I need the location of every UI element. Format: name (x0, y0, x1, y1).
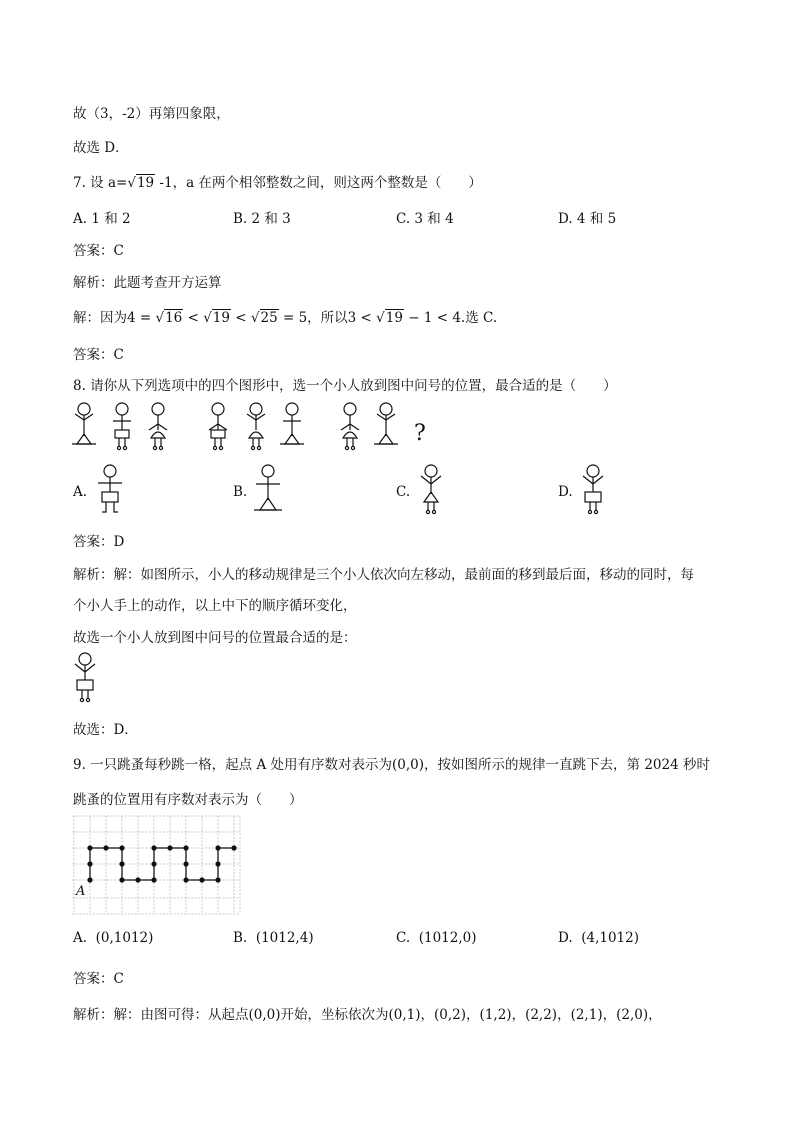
figure-7 (341, 403, 359, 450)
sol7-m1: 4 = (127, 310, 156, 326)
point-a-label: A (76, 884, 86, 899)
figure-2 (113, 403, 131, 450)
ana9-mid: 开始，坐标依次为 (280, 1007, 389, 1023)
q9-option-c (396, 930, 477, 946)
analysis-8-line-2: 个小人手上的动作，以上中下的顺序循环变化， (73, 598, 357, 614)
ana9-comma-1: ， (466, 1007, 480, 1023)
ana9-seq-3: (2,2) (525, 1007, 558, 1023)
ana9-seq-1: (0,2) (434, 1007, 467, 1023)
q7-text-b: -1，a 在两个相邻整数之间，则这两个整数是（ ） (155, 175, 482, 191)
q9-option-a (73, 930, 153, 946)
figure-6 (280, 403, 304, 444)
q9-opt-c-value: (1012,0) (418, 930, 477, 946)
sol7-pre: 解：因为 (73, 310, 127, 326)
ana9-seq-2: (1,2) (479, 1007, 512, 1023)
question-mark: ? (414, 421, 426, 446)
q9-option-d (558, 930, 639, 946)
q9-text-a: 9. 一只跳蚤每秒跳一格，起点 A 处用有序数对表示为 (73, 757, 393, 773)
question-9-line-1 (73, 753, 710, 773)
sol7-m2: 3 < (347, 310, 377, 326)
q9-opt-d-value: (4,1012) (581, 930, 640, 946)
q8-sequence-figure (70, 400, 470, 460)
question-9-line-2: 跳蚤的位置用有序数对表示为（ ） (73, 792, 303, 808)
ana9-comma-4: ， (602, 1007, 617, 1023)
q8-option-b-figure (253, 462, 293, 522)
question-7 (73, 171, 482, 191)
sol7-mid: ，所以 (307, 310, 348, 326)
q7-option-c: C. 3 和 4 (396, 211, 454, 227)
q8-option-d-figure (578, 462, 618, 522)
q9-opt-d-label: D. (558, 930, 573, 946)
figure-8 (374, 403, 398, 444)
q8-option-a: A. (73, 484, 88, 500)
question-8: 8. 请你从下列选项中的四个图形中，选一个小人放到图中问号的位置，最合适的是（ ） (73, 378, 617, 394)
sol7-r19b: 19 (385, 310, 403, 326)
q7-option-a: A. 1 和 2 (73, 211, 131, 227)
q7-radicand: 19 (136, 175, 155, 191)
q7-option-b: B. 2 和 3 (233, 211, 291, 227)
sol7-lt2: < (230, 310, 251, 326)
analysis-8-line-3: 故选一个小人放到图中问号的位置最合适的是： (73, 630, 357, 646)
q9-opt-b-label: B. (233, 930, 248, 946)
sol7-math2: 3 < √19 − 1 < 4 (347, 310, 461, 326)
q8-option-c: C. (396, 484, 411, 500)
analysis-8-line-4: 故选：D． (73, 722, 138, 738)
q7-radical: √19 (127, 175, 155, 191)
q9-text-b: ，按如图所示的规律一直跳下去，第 2024 秒时 (424, 757, 710, 773)
sol7-r16: 16 (165, 310, 183, 326)
q9-grid-figure (72, 814, 242, 918)
q9-origin: (0,0) (392, 757, 425, 773)
sol7-lt1: < (183, 310, 204, 326)
analysis-9 (73, 1003, 662, 1023)
q8-option-b: B. (233, 484, 248, 500)
q9-opt-b-value: (1012,4) (255, 930, 314, 946)
q8-answer-figure (70, 650, 110, 710)
q9-option-b (233, 930, 314, 946)
sol7-r25: 25 (260, 310, 278, 326)
ana9-comma-0: ， (420, 1007, 435, 1023)
analysis-7: 解析：此题考查开方运算 (73, 275, 222, 291)
answer-7b: 答案：C (73, 347, 124, 363)
figure-5 (247, 403, 265, 450)
sol7-math: 4 = √16 < √19 < √25 = 5 (127, 310, 308, 326)
ana9-comma-5: ， (648, 1007, 662, 1023)
answer-9: 答案：C (73, 971, 124, 987)
analysis-8-line-1: 解析：解：如图所示，小人的移动规律是三个小人依次向左移动，最前面的移到最后面，移动的同时，每 (73, 567, 694, 583)
sol7-r19: 19 (212, 310, 230, 326)
ana9-origin: (0,0) (248, 1007, 281, 1023)
ana9-pre: 解析：解：由图可得：从起点 (73, 1007, 249, 1023)
q8-option-c-figure (416, 462, 456, 522)
ana9-seq-4: (2,1) (570, 1007, 603, 1023)
ana9-comma-3: ， (557, 1007, 571, 1023)
figure-1 (72, 403, 96, 444)
ana9-seq-0: (0,1) (388, 1007, 421, 1023)
sol7-eq5: = 5 (278, 310, 308, 326)
sol7-m3: − 1 < 4 (403, 310, 461, 326)
q9-opt-a-value: (0,1012) (95, 930, 154, 946)
q9-opt-c-label: C. (396, 930, 411, 946)
answer-7: 答案：C (73, 243, 124, 259)
solution-7 (73, 306, 497, 326)
ana9-seq-5: (2,0) (616, 1007, 649, 1023)
q8-option-a-figure (95, 462, 135, 522)
q7-text-a: 7. 设 a= (73, 175, 128, 191)
q8-option-d: D. (558, 484, 573, 500)
q7-option-d: D. 4 和 5 (558, 211, 617, 227)
ana9-comma-2: ， (511, 1007, 526, 1023)
line-l2: 故选 D． (73, 140, 129, 156)
q9-opt-a-label: A. (73, 930, 88, 946)
answer-8: 答案：D (73, 534, 125, 550)
jump-points (87, 845, 236, 882)
figure-4 (209, 403, 227, 450)
line-l1: 故（3，-2）再第四象限， (73, 106, 230, 122)
sol7-end: .选 C. (460, 310, 498, 326)
figure-3 (149, 403, 167, 450)
